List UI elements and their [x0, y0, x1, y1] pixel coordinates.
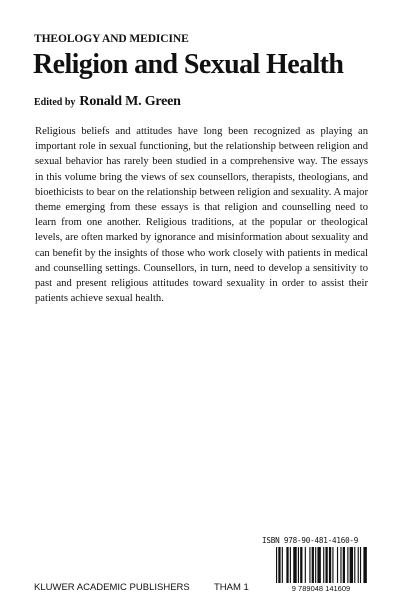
barcode-bar — [358, 547, 359, 583]
barcode-bar — [360, 547, 361, 583]
barcode — [272, 547, 370, 593]
editor-line — [34, 92, 181, 110]
barcode-bar — [340, 547, 341, 583]
barcode-bar — [347, 547, 348, 583]
barcode-bar — [276, 547, 277, 583]
book-description: Religious beliefs and attitudes have long been recognized as playing an important role in sexual functioning, but the relationship between religion and sexual behavior has rarely been studied in a comprehensive way. The essays in this volume bring the views of sex counsellors, therapists, theologians, and bioethicists to bear on the relationship between religion and sexuality. A major theme emerging from these essays is that religion and counselling need to learn from one another. Religious traditions, at the popular or theological levels, are often marked by ignorance and misinformation about sexuality and can benefit by the insights of those who work closely with patients in medical and counselling settings. Counsellors, in turn, need to develop a sensitivity to past and present religious attitudes toward sexuality in order to assist their patients achieve sexual health. — [35, 126, 368, 305]
barcode-bar — [300, 547, 302, 583]
editor-prefix: Edited by — [34, 97, 76, 108]
barcode-bar — [293, 547, 296, 583]
barcode-bar — [315, 547, 316, 583]
book-title: Religion and Sexual Health — [33, 49, 344, 80]
barcode-bar — [309, 547, 310, 583]
series-code: THAM 1 — [214, 582, 249, 593]
barcode-bar — [305, 547, 306, 583]
barcode-bar — [332, 547, 333, 583]
barcode-bar — [312, 547, 314, 583]
barcode-bar — [329, 547, 331, 583]
barcode-digits: 9 789048 141609 — [291, 584, 351, 593]
barcode-bar — [350, 547, 353, 583]
series-title: THEOLOGY AND MEDICINE — [34, 33, 189, 45]
editor-name: Ronald M. Green — [79, 94, 181, 109]
barcode-bar — [337, 547, 338, 583]
barcode-bar — [363, 547, 366, 583]
barcode-bar — [298, 547, 299, 583]
barcode-bar — [343, 547, 345, 583]
barcode-bar — [278, 547, 280, 583]
barcode-bar — [317, 547, 320, 583]
publisher-name: KLUWER ACADEMIC PUBLISHERS — [34, 582, 190, 593]
isbn-label: ISBN 978-90-481-4160-9 — [262, 536, 359, 545]
barcode-bar — [323, 547, 324, 583]
barcode-bar — [286, 547, 288, 583]
barcode-bar — [290, 547, 291, 583]
barcode-bar — [325, 547, 327, 583]
barcode-bar — [282, 547, 283, 583]
barcode-bar — [354, 547, 355, 583]
